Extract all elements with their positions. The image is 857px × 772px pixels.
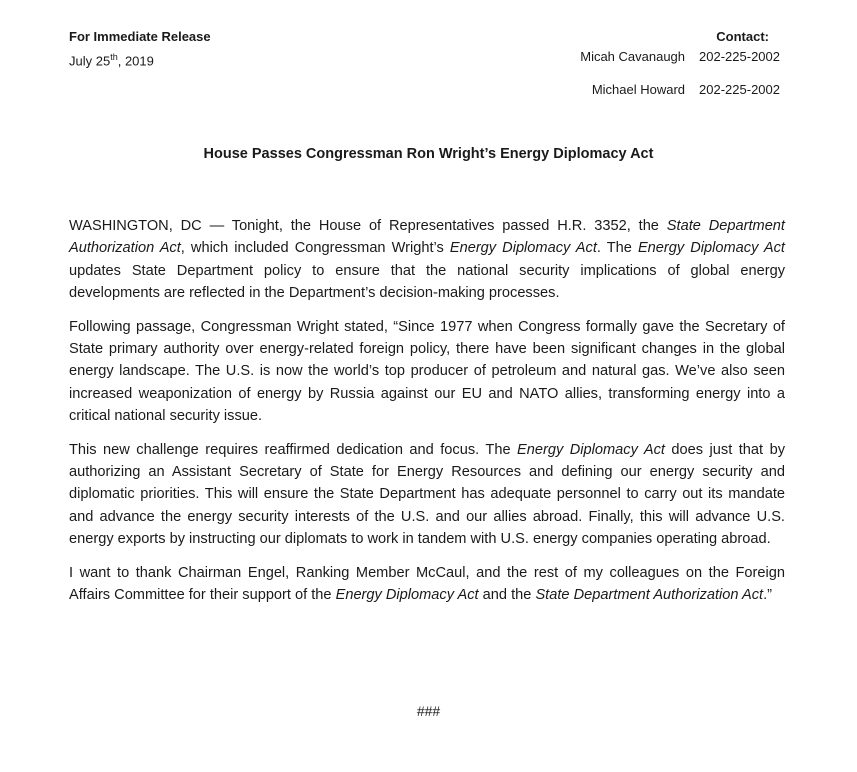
p4-title-state-dept-act: State Department Authorization Act <box>535 587 764 604</box>
contact-row <box>540 80 780 100</box>
p1-text-e: . The <box>596 240 638 257</box>
release-date-suffix: th <box>110 52 118 62</box>
paragraph-2: Following passage, Congressman Wright stated, “Since 1977 when Congress formally gave the Secretary of State primary authority over energy-related foreign policy, there have been significant changes in the global energy landscape. The U.S. is now the world’s top producer of petroleum and natural gas. We’ve also seen increased weaponization of energy by Russia against our EU and NATO allies, transforming energy into a critical national security issue. <box>69 318 785 425</box>
paragraph-3 <box>69 439 785 551</box>
contact-phone: 202-225-2002 <box>699 82 780 97</box>
p4-text-e: .” <box>763 587 773 604</box>
p4-text-a: I want to thank Chairman Engel, Ranking Member McCaul, and the rest of my colleagues on the Foreign Affairs Committee for their support of the <box>69 564 785 604</box>
contact-block <box>540 27 780 100</box>
contact-row <box>540 47 780 67</box>
press-release-body <box>69 215 785 618</box>
end-mark: ### <box>416 703 441 719</box>
contact-label: Contact: <box>716 29 769 44</box>
release-info <box>69 27 211 71</box>
p4-title-energy-act: Energy Diplomacy Act <box>335 587 479 604</box>
release-date-year: , 2019 <box>117 53 154 69</box>
headline: House Passes Congressman Ron Wright’s Energy Diplomacy Act <box>203 146 654 162</box>
paragraph-4 <box>69 562 785 607</box>
p1-title-state-dept-act: State Department Authorization Act <box>69 218 785 257</box>
contact-name: Micah Cavanaugh <box>580 49 686 64</box>
p4-text-c: and the <box>478 587 536 604</box>
p3-text-c: does just that by authorizing an Assistant Secretary of State for Energy Resources and defining our energy security and diplomatic priorities. This will ensure the State Department has adequate personnel to carry out its mandate and advance the energy security interests of the U.S. and our allies abroad. Finally, this will advance U.S. energy exports by instructing our diplomats to work in tandem with U.S. energy companies operating abroad. <box>69 441 785 548</box>
p1-text-c: , which included Congressman Wright’s <box>180 240 450 257</box>
p1-text-g: updates State Department policy to ensure that the national security implications of global energy developments are reflected in the Department’s decision-making processes. <box>69 262 785 302</box>
p3-title-energy-act: Energy Diplomacy Act <box>517 441 665 458</box>
p1-title-energy-act: Energy Diplomacy Act <box>449 240 597 257</box>
contact-name: Michael Howard <box>591 82 686 97</box>
p1-title-energy-act-2: Energy Diplomacy Act <box>637 240 785 257</box>
paragraph-1 <box>69 215 785 305</box>
p1-text-a: WASHINGTON, DC — Tonight, the House of Representatives passed H.R. 3352, the <box>69 218 667 234</box>
release-date-prefix: July 25 <box>69 53 111 69</box>
release-date <box>69 47 211 71</box>
release-label: For Immediate Release <box>69 29 211 44</box>
contact-phone: 202-225-2002 <box>699 49 780 64</box>
p3-text-a: This new challenge requires reaffirmed dedication and focus. The <box>69 441 518 458</box>
